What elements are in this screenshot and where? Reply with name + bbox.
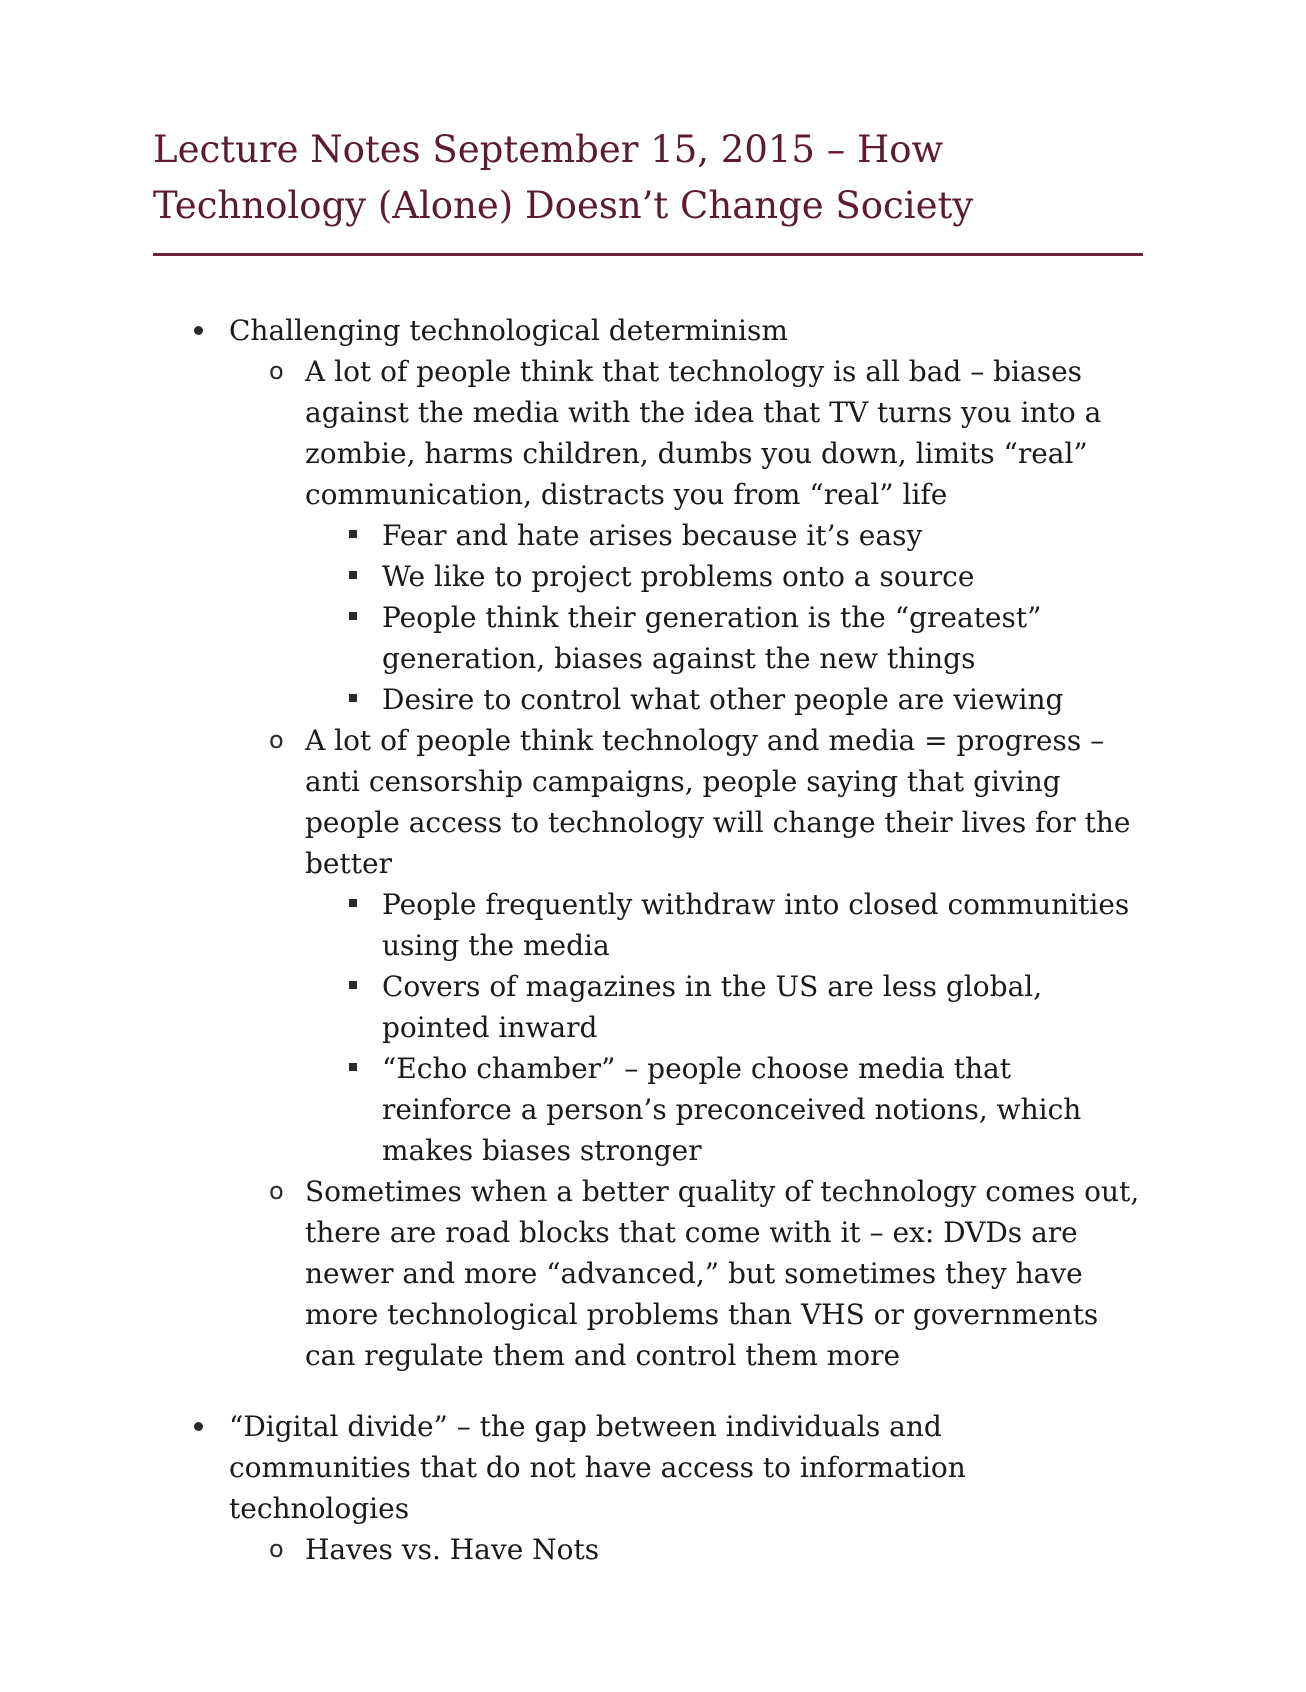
sub-item-text: Sometimes when a better quality of technology comes out, there are road blocks that come with it – ex: DVDs are newer and more “advanced,” but sometimes they have more technological problems than VHS or governments can regulate them and control them more (305, 1175, 1140, 1372)
sub-sub-item-text: People think their generation is the “greatest” generation, biases against the new things (382, 601, 1042, 675)
sub-sub-item (382, 884, 1137, 966)
bullet-square-icon (349, 571, 357, 579)
sub-sub-item-text: “Echo chamber” – people choose media that reinforce a person’s preconceived notions, which makes biases stronger (382, 1052, 1082, 1167)
sub-item (269, 351, 1145, 515)
sub-sub-item-text: We like to project problems onto a source (382, 560, 975, 593)
bullet-dot-icon (194, 1422, 203, 1431)
sub-sub-item (382, 1048, 1137, 1171)
outline-item (229, 1406, 1129, 1529)
sub-sub-item-text: Fear and hate arises because it’s easy (382, 519, 923, 552)
sub-sub-item (382, 515, 1137, 556)
sub-item-text: A lot of people think that technology is all bad – biases against the media with the idea that TV turns you into a zombie, harms children, dumbs you down, limits “real” communication, distracts you from “real” life (305, 355, 1102, 511)
notes-outline (0, 310, 1306, 1570)
sub-sub-item (382, 966, 1137, 1048)
bullet-circle-icon: o (269, 1177, 284, 1205)
bullet-dot-icon (194, 326, 203, 335)
bullet-circle-icon: o (269, 726, 284, 754)
bullet-square-icon (349, 1063, 357, 1071)
sub-sub-item (382, 679, 1137, 720)
bullet-square-icon (349, 612, 357, 620)
sub-item-text: A lot of people think technology and media = progress – anti censorship campaigns, people saying that giving people access to technology will change their lives for the better (305, 724, 1131, 880)
sub-item (269, 720, 1145, 884)
outline-item-text: Challenging technological determinism (229, 314, 788, 347)
sub-item-text: Haves vs. Have Nots (305, 1533, 600, 1566)
bullet-square-icon (349, 981, 357, 989)
sub-sub-item (382, 597, 1137, 679)
sub-sub-item-text: Desire to control what other people are viewing (382, 683, 1064, 716)
outline-item-text: “Digital divide” – the gap between individuals and communities that do not have access to information technologies (229, 1410, 966, 1525)
bullet-square-icon (349, 899, 357, 907)
bullet-circle-icon: o (269, 1535, 284, 1563)
bullet-square-icon (349, 694, 357, 702)
sub-sub-item (382, 556, 1137, 597)
sub-sub-item-text: Covers of magazines in the US are less global, pointed inward (382, 970, 1043, 1044)
sub-item (269, 1529, 1145, 1570)
page-title: Lecture Notes September 15, 2015 – How Technology (Alone) Doesn’t Change Society (153, 128, 974, 227)
bullet-square-icon (349, 530, 357, 538)
outline-item (229, 310, 1129, 351)
bullet-circle-icon: o (269, 357, 284, 385)
sub-item (269, 1171, 1145, 1376)
title-underline (153, 253, 1143, 256)
sub-sub-item-text: People frequently withdraw into closed communities using the media (382, 888, 1130, 962)
